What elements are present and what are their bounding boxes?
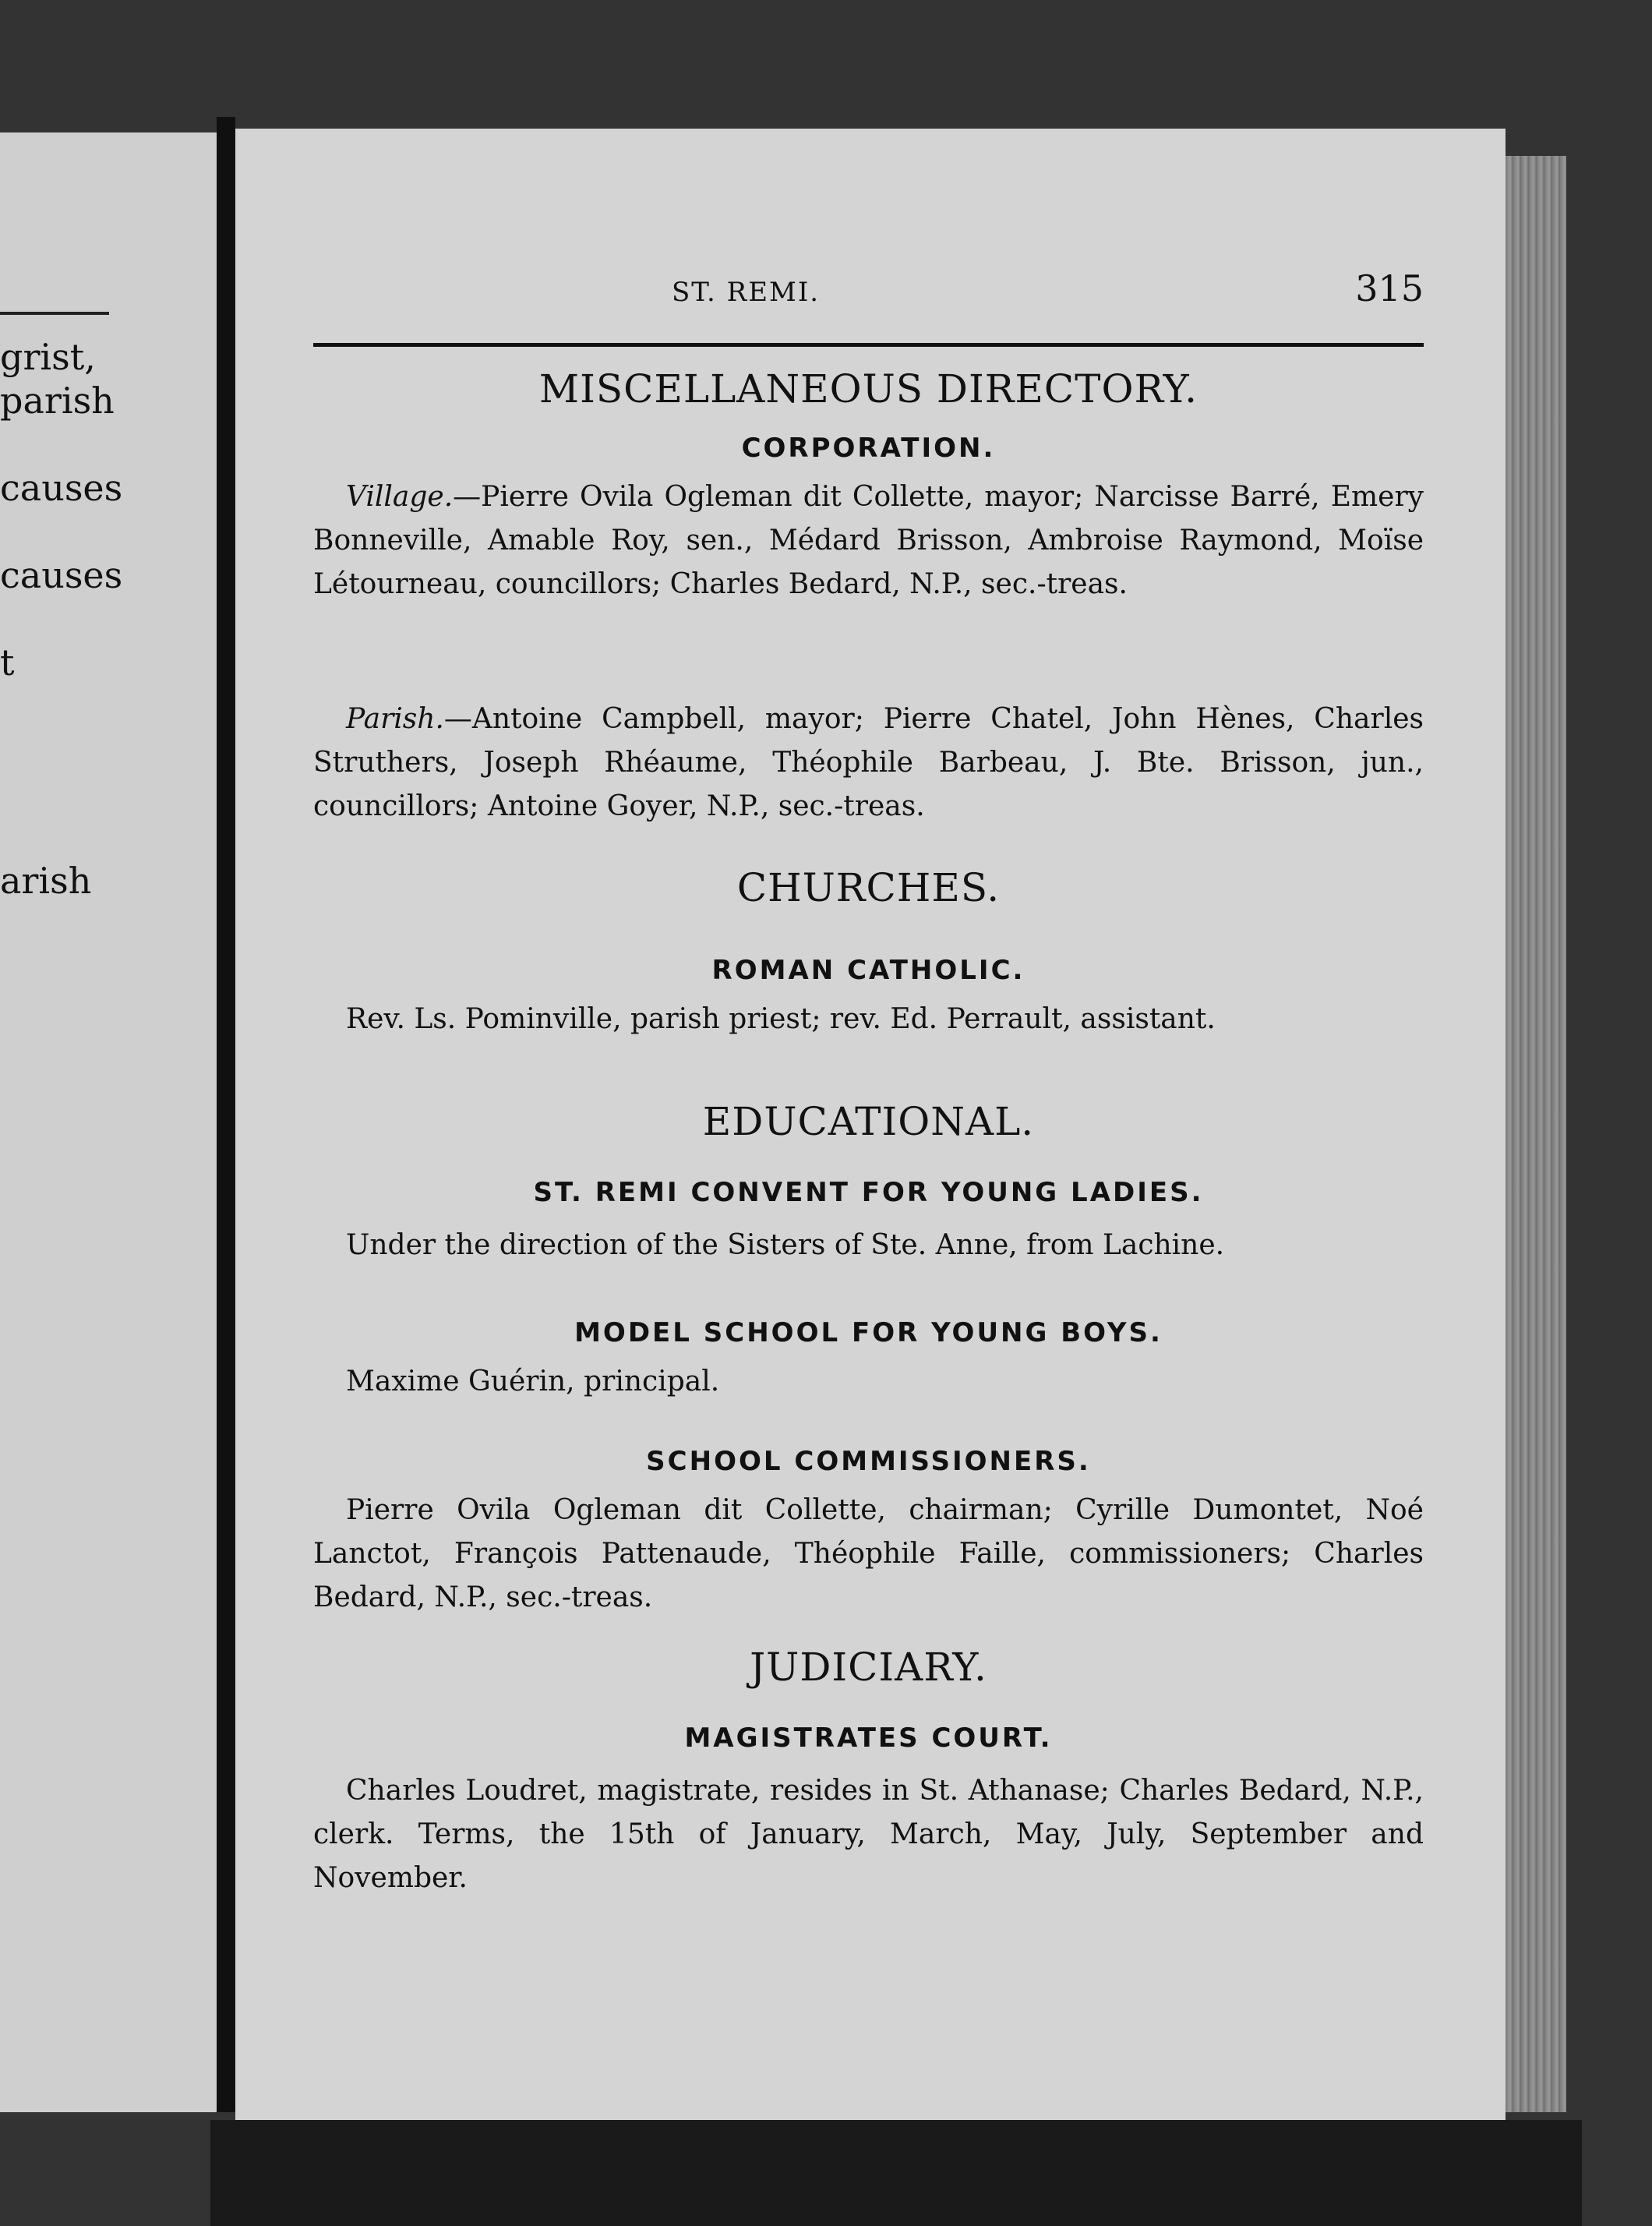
- left-page-fragment: [0, 132, 217, 2112]
- scan-bottom-shadow: [210, 2120, 1582, 2226]
- left-line: grist,: [0, 336, 96, 378]
- commissioners-heading: SCHOOL COMMISSIONERS.: [646, 1446, 1091, 1477]
- header-rule: [313, 343, 1424, 347]
- magistrates-text: Charles Loudret, magistrate, resides in St. Athanase; Charles Bedard, N.P., clerk. Terms, the 15th of January, March, May, July, September and November.: [313, 1775, 1424, 1894]
- running-head: [313, 267, 1424, 322]
- commissioners-text: Pierre Ovila Ogleman dit Collette, chairman; Cyrille Dumontet, Noé Lanctot, François Pattenaude, Théophile Faille, commissioners; Charles Bedard, N.P., sec.-treas.: [313, 1494, 1424, 1613]
- judiciary-title: JUDICIARY.: [750, 1645, 987, 1690]
- corporation-heading: CORPORATION.: [741, 433, 996, 464]
- page-edges: [1506, 156, 1566, 2112]
- village-paragraph: [313, 475, 1424, 606]
- parish-text: —Antoine Campbell, mayor; Pierre Chatel, John Hènes, Charles Struthers, Joseph Rhéaume, Théophile Barbeau, J. Bte. Brisson, jun., councillors; Antoine Goyer, N.P., sec.-treas.: [313, 703, 1424, 822]
- parish-paragraph: [313, 698, 1424, 829]
- page-number: 315: [1355, 267, 1424, 309]
- book-gutter: [217, 117, 235, 2112]
- magistrates-heading: MAGISTRATES COURT.: [684, 1722, 1053, 1754]
- running-title: ST. REMI.: [672, 277, 821, 308]
- convent-paragraph: [313, 1224, 1424, 1267]
- parish-lead: Parish.: [346, 703, 444, 735]
- roman-catholic-paragraph: [313, 998, 1424, 1041]
- roman-catholic-heading: ROMAN CATHOLIC.: [711, 955, 1025, 986]
- convent-heading: ST. REMI CONVENT FOR YOUNG LADIES.: [533, 1177, 1204, 1208]
- model-school-text: Maxime Guérin, principal.: [346, 1366, 720, 1397]
- model-school-paragraph: [313, 1360, 1424, 1404]
- village-text: —Pierre Ovila Ogleman dit Collette, mayor; Narcisse Barré, Emery Bonneville, Amable Roy, sen., Médard Brisson, Ambroise Raymond, Moïse Létourneau, councillors; Charles Bedard, N.P., sec.-treas.: [313, 481, 1424, 600]
- left-line: t: [0, 641, 15, 684]
- model-school-heading: MODEL SCHOOL FOR YOUNG BOYS.: [574, 1317, 1163, 1348]
- left-line: causes: [0, 554, 123, 596]
- churches-title: CHURCHES.: [736, 865, 1001, 910]
- left-line: arish: [0, 860, 92, 902]
- misc-directory-title: MISCELLANEOUS DIRECTORY.: [538, 366, 1198, 412]
- commissioners-paragraph: [313, 1489, 1424, 1620]
- village-lead: Village.: [346, 481, 454, 513]
- magistrates-paragraph: [313, 1769, 1424, 1900]
- left-page-rule: [0, 312, 109, 315]
- roman-catholic-text: Rev. Ls. Pominville, parish priest; rev. Ed. Perrault, assistant.: [346, 1003, 1216, 1035]
- page-315: [235, 129, 1506, 2120]
- left-line: parish: [0, 380, 115, 422]
- educational-title: EDUCATIONAL.: [702, 1099, 1035, 1144]
- left-page-lines: [0, 335, 217, 1342]
- convent-text: Under the direction of the Sisters of Ste. Anne, from Lachine.: [346, 1229, 1225, 1261]
- left-line: causes: [0, 467, 123, 509]
